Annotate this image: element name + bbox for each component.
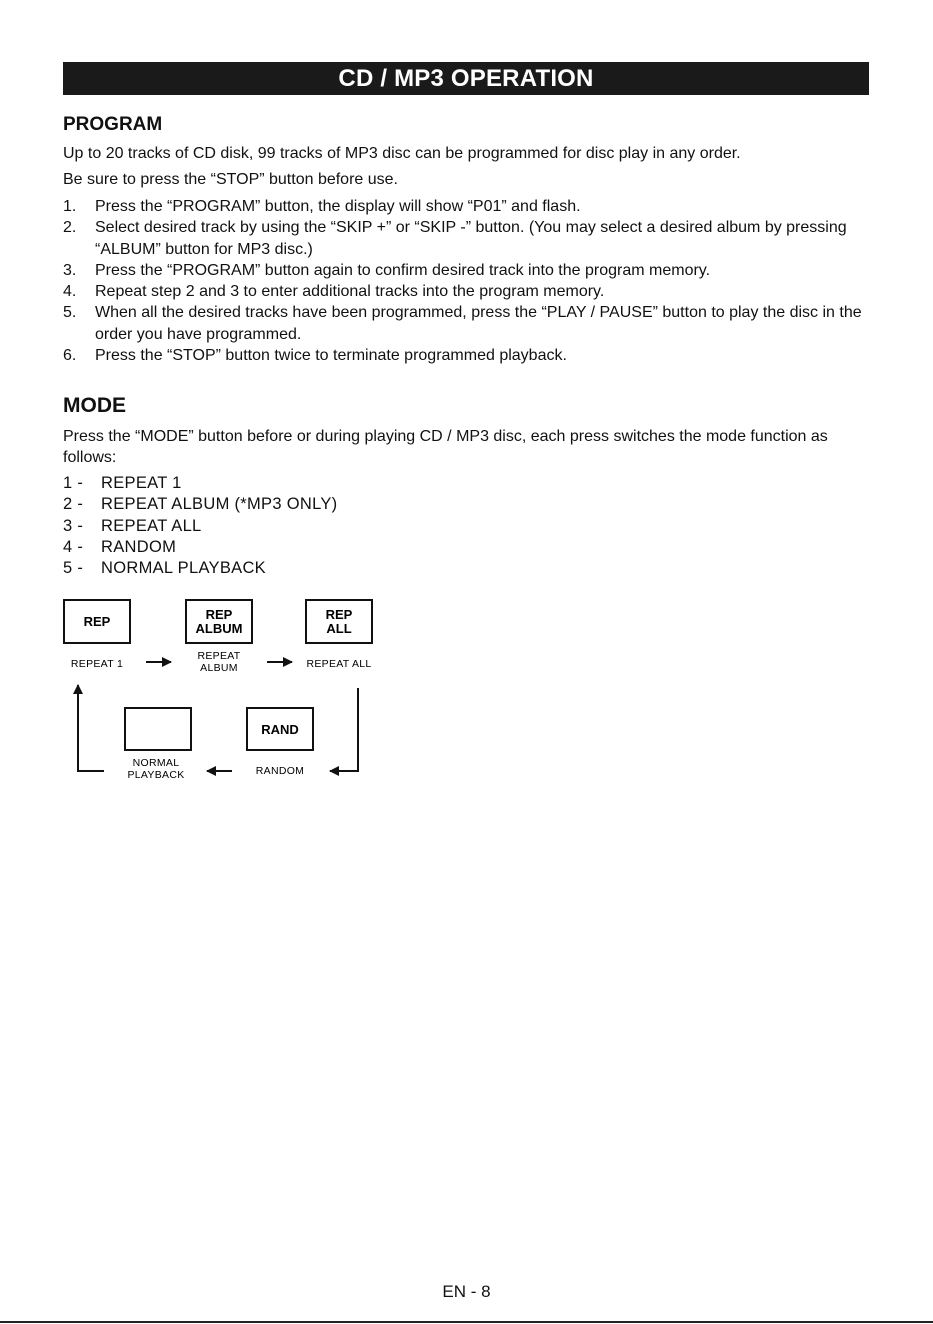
arrow-up-icon [78, 685, 104, 771]
step-number: 4. [63, 283, 77, 301]
repeat1-caption: REPEAT 1 [70, 658, 124, 670]
list-item [63, 345, 875, 366]
rep-all-display-line1: REP [325, 607, 353, 622]
normal-caption-line2: PLAYBACK [127, 769, 185, 781]
repeat-album-caption-line1: REPEAT [197, 650, 241, 662]
mode-number: 1 - [63, 474, 84, 492]
mode-number: 2 - [63, 495, 84, 514]
list-item [63, 516, 337, 537]
list-item [63, 494, 337, 515]
list-item [63, 473, 337, 494]
program-steps-list [63, 196, 875, 366]
rep-album-display-line1: REP [205, 607, 233, 622]
bottom-divider [0, 1321, 933, 1323]
step-text: Press the “STOP” button twice to terminate programmed playback. [95, 347, 567, 365]
list-item [63, 260, 875, 281]
list-item [63, 217, 875, 260]
repeat-all-caption: REPEAT ALL [306, 658, 372, 670]
mode-number: 4 - [63, 537, 84, 556]
repeat-album-caption-line2: ALBUM [200, 662, 238, 674]
rep-display-text: REP [83, 614, 111, 629]
list-item [63, 196, 875, 217]
mode-number: 3 - [63, 516, 84, 535]
mode-number: 5 - [63, 559, 84, 578]
list-item [63, 537, 337, 558]
normal-display-box [125, 708, 191, 750]
program-note: Be sure to press the “STOP” button before use. [63, 171, 398, 188]
step-text: Press the “PROGRAM” button again to confirm desired track into the program memory. [95, 261, 711, 279]
mode-cycle-diagram [60, 595, 380, 790]
mode-text: REPEAT ALL [101, 516, 202, 535]
section-title-banner: CD / MP3 OPERATION [63, 62, 869, 95]
list-item [63, 281, 875, 302]
step-text: Select desired track by using the “SKIP +” or “SKIP -” button. (You may select a desired album by pressing “ALBUM” button for MP3 disc.) [95, 219, 847, 258]
mode-heading: MODE [63, 394, 126, 417]
mode-text: REPEAT ALBUM (*MP3 ONLY) [101, 495, 338, 514]
rand-display-text: RAND [261, 722, 299, 737]
mode-text: NORMAL PLAYBACK [101, 559, 266, 578]
random-caption: RANDOM [255, 765, 305, 777]
program-heading: PROGRAM [63, 114, 163, 135]
mode-text: REPEAT 1 [101, 474, 182, 492]
mode-list [63, 473, 337, 579]
list-item [63, 558, 337, 579]
arrow-down-left-icon [330, 688, 358, 771]
step-text: When all the desired tracks have been programmed, press the “PLAY / PAUSE” button to play the disc in the order you have programmed. [95, 304, 862, 343]
mode-text: RANDOM [101, 537, 177, 556]
step-number: 6. [63, 347, 77, 365]
normal-caption-line1: NORMAL [132, 757, 180, 769]
list-item [63, 302, 875, 345]
rep-all-display-line2: ALL [326, 621, 352, 636]
mode-intro: Press the “MODE” button before or during playing CD / MP3 disc, each press switches the mode function as follows: [63, 428, 828, 466]
step-number: 2. [63, 219, 77, 237]
step-number: 5. [63, 304, 77, 322]
step-number: 1. [63, 198, 77, 215]
program-intro: Up to 20 tracks of CD disk, 99 tracks of MP3 disc can be programmed for disc play in any order. [63, 145, 741, 162]
step-text: Press the “PROGRAM” button, the display will show “P01” and flash. [95, 198, 581, 215]
rep-album-display-line2: ALBUM [195, 621, 243, 636]
step-text: Repeat step 2 and 3 to enter additional tracks into the program memory. [95, 283, 605, 301]
step-number: 3. [63, 261, 77, 279]
page-number: EN - 8 [442, 1282, 491, 1301]
